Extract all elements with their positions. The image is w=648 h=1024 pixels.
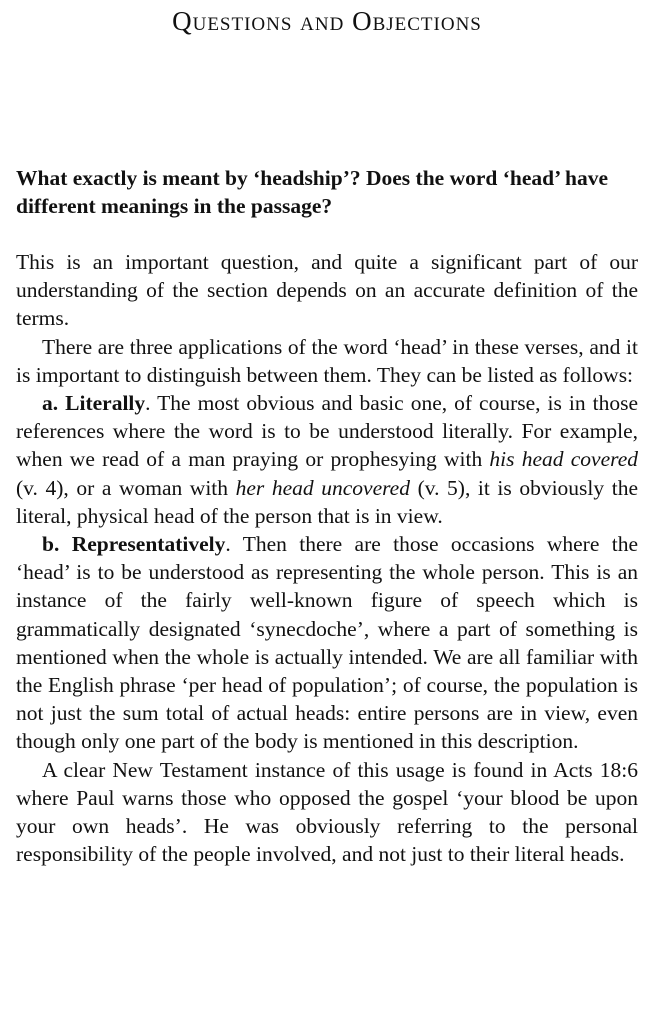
- running-head: Questions and Objections: [172, 6, 482, 36]
- label-representatively: b. Representatively: [42, 532, 226, 557]
- paragraph-intro: This is an important question, and quite a significant part of our understanding of the section depends on an accurate definition of the terms.: [16, 250, 638, 331]
- italic-his-head-covered: his head covered: [489, 447, 638, 472]
- italic-her-head-uncovered: her head uncovered: [235, 475, 410, 500]
- paragraph-applications: There are three applications of the word ‘head’ in these verses, and it is important to distinguish between them. They can be listed as follows:: [16, 334, 638, 387]
- text-literally-1: . The most obvious and basic one, of course, is in those references where the word is to be understood literally. For example, when we read of a man praying or prophesying with: [16, 391, 638, 472]
- text-literally-2: (v. 4), or a woman with: [16, 475, 236, 500]
- paragraph-acts-example: A clear New Testament instance of this usage is found in Acts 18:6 where Paul warns those who opposed the gospel ‘your blood be upon your own heads’. He was obviously referring to the personal responsibility of the people involved, and not just to their literal heads.: [16, 757, 638, 867]
- question-heading: What exactly is meant by ‘headship’? Does the word ‘head’ have different meanings in the passage?: [16, 166, 609, 218]
- label-literally: a. Literally: [42, 391, 146, 416]
- text-representatively: . Then there are those occasions where the ‘head’ is to be understood as representing the whole person. This is an instance of the fairly well-known figure of speech which is grammatically designated ‘synecdoche’, where a part of something is mentioned when the whole is actually intended. We are all familiar with the English phrase ‘per head of population’; of course, the population is not just the sum total of actual heads: entire persons are in view, even though only one part of the body is mentioned in this description.: [16, 532, 638, 754]
- paragraph-literally: [16, 389, 638, 530]
- text-literally-3: (v. 5), it is obviously the literal, physical head of the person that is in view.: [16, 475, 638, 528]
- paragraph-representatively: [16, 530, 638, 756]
- book-page: [16, 0, 638, 868]
